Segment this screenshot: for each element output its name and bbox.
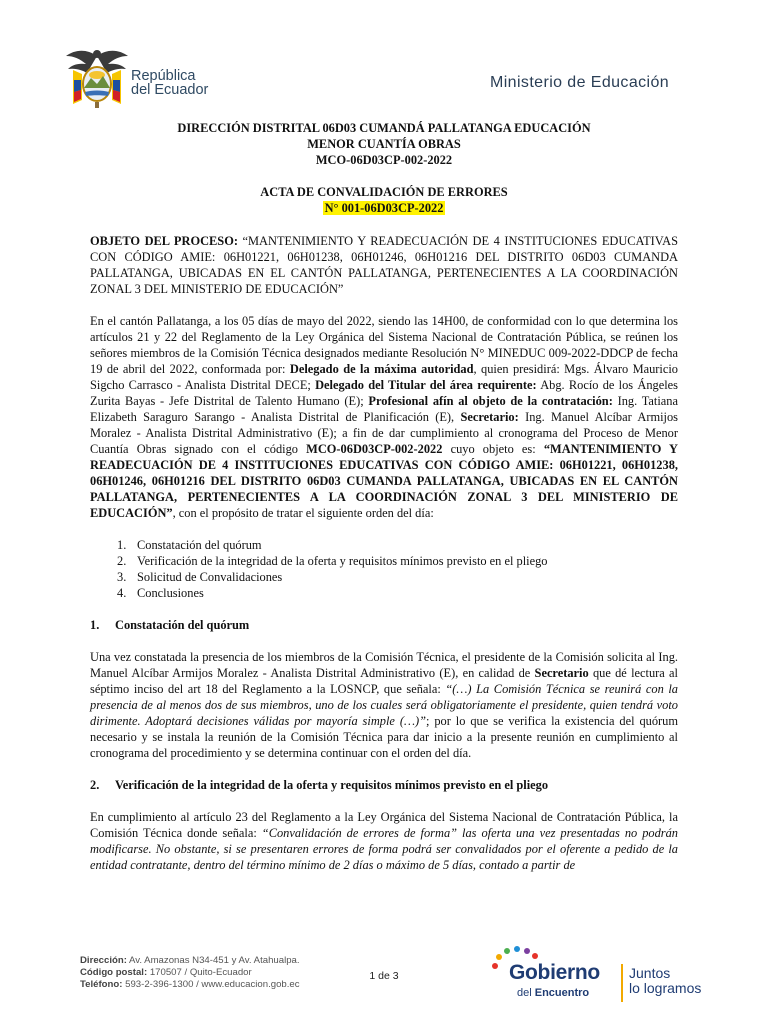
agenda-num: 2. — [117, 554, 127, 568]
gob-slogan-line2: lo logramos — [629, 980, 702, 996]
objeto-label: OBJETO DEL PROCESO: — [90, 234, 238, 248]
gob-slogan-line1: Juntos — [629, 965, 671, 981]
gob-separator — [621, 964, 623, 1002]
footer-dir-value: Av. Amazonas N34-451 y Av. Atahualpa. — [126, 955, 300, 966]
intro-text-2: , quien presidirá: Mgs. Álvaro Mauricio Sigcho Carrasco - Analista Distrital DECE; — [90, 362, 678, 392]
acta-number: N° 001-06D03CP-2022 — [324, 201, 444, 215]
title-line1: DIRECCIÓN DISTRITAL 06D03 CUMANDÁ PALLATANGA EDUCACIÓN — [177, 121, 591, 135]
objeto-text: “MANTENIMIENTO Y READECUACIÓN DE 4 INSTITUCIONES EDUCATIVAS CON CÓDIGO AMIE: 06H01221, 06H01238, 06H01246, 06H01216 DEL DISTRITO 06D03 CUMANDA PALLATANGA, UBICADAS EN EL CANTÓN PALLATANGA, PERTENECIENTES A LA COORDINACIÓN ZONAL 3 DEL MINISTERIO DE EDUCACIÓN” — [90, 234, 678, 296]
republica-line1: República — [131, 68, 196, 84]
agenda-num: 3. — [117, 570, 127, 584]
agenda-num: 1. — [117, 538, 127, 552]
ministry-name: Ministerio de Educación — [490, 74, 670, 91]
footer-dir-label: Dirección: — [80, 955, 127, 966]
section1-text-3: ; por lo que se verifica la existencia del quórum necesario y se instala la reunión de la Comisión Técnica para dar inicio a la presente reunión en cumplimiento al cronograma del procedimiento y se determina continuar con el orden del día. — [90, 714, 678, 760]
republica-text — [131, 69, 208, 97]
list-item — [117, 553, 678, 569]
footer-codigo-postal — [80, 967, 300, 979]
section2-text-1: En cumplimiento al artículo 23 del Reglamento a la Ley Orgánica del Sistema Nacional de Contratación Pública, la Comisión Técnica donde señala: — [90, 810, 678, 840]
section1-text-1: Una vez constatada la presencia de los miembros de la Comisión Técnica, el presidente de la Comisión solicita al Ing. Manuel Alcíbar Armijos Moralez - Analista Distrital Administrativo (E), en calidad de — [90, 650, 678, 680]
gob-slogan — [629, 966, 701, 996]
section1-paragraph — [90, 649, 678, 761]
gob-encuentro-text: Encuentro — [534, 987, 590, 999]
footer-cp-value: 170507 / Quito-Ecuador — [147, 967, 252, 978]
agenda-text: Constatación del quórum — [137, 538, 262, 552]
republica-line2: del Ecuador — [131, 82, 209, 98]
section1-text-2: que dé lectura al séptimo inciso del art 18 del Reglamento a la LOSNCP, que señala: — [90, 666, 678, 696]
intro-paragraph — [90, 313, 678, 521]
footer-address — [80, 955, 300, 991]
footer-tel-value: 593-2-396-1300 / www.educacion.gob.ec — [122, 979, 300, 990]
gob-sub-text — [517, 987, 589, 999]
section2-paragraph — [90, 809, 678, 873]
intro-text-6: cuyo objeto es: — [442, 442, 544, 456]
intro-bold-3: Profesional afín al objeto de la contratación: — [368, 394, 613, 408]
section1-num: 1. — [90, 618, 100, 632]
intro-text-7: , con el propósito de tratar el siguiente orden del día: — [172, 506, 434, 520]
intro-text-3: Abg. Rocío de los Ángeles Zurita Bayas - Jefe Distrital de Talento Humano (E); — [90, 378, 678, 408]
agenda-list — [90, 537, 678, 601]
section1-heading — [90, 617, 678, 633]
list-item — [117, 569, 678, 585]
gob-main-text: Gobierno — [509, 961, 600, 984]
acta-title: ACTA DE CONVALIDACIÓN DE ERRORES — [260, 185, 508, 199]
footer-cp-label: Código postal: — [80, 967, 148, 978]
section1-title: Constatación del quórum — [115, 618, 250, 632]
agenda-text: Conclusiones — [137, 586, 204, 600]
intro-bold-1: Delegado de la máxima autoridad — [289, 362, 474, 376]
footer-direccion — [80, 955, 300, 967]
title-line3: MCO-06D03CP-002-2022 — [315, 153, 453, 167]
section2-num: 2. — [90, 778, 100, 792]
section2-title: Verificación de la integridad de la oferta y requisitos mínimos previsto en el pliego — [115, 778, 549, 792]
title-line2: MENOR CUANTÍA OBRAS — [307, 137, 461, 151]
document-titles — [90, 120, 678, 216]
section1-quote: “(…) La Comisión Técnica se reunirá con la presencia de al menos dos de sus miembros, uno de los cuales será obligatoriamente el presidente, quien tendrá voto dirimente. Adoptará decisiones válidas por mayoría simple (…)” — [90, 682, 678, 728]
section2-heading — [90, 777, 678, 793]
objeto-paragraph — [90, 233, 678, 297]
agenda-text: Verificación de la integridad de la oferta y requisitos mínimos previsto en el pliego — [137, 554, 548, 568]
intro-bold-6: “MANTENIMIENTO Y READECUACIÓN DE 4 INSTITUCIONES EDUCATIVAS CON CÓDIGO AMIE: 06H01221, 06H01238, 06H01246, 06H01216 DEL DISTRITO 06D03 CUMANDA PALLATANGA, UBICADAS EN EL CANTÓN PALLATANGA, PERTENECIENTES A LA COORDINACIÓN ZONAL 3 DEL MINISTERIO DE EDUCACIÓN” — [90, 442, 678, 520]
section2-quote: “Convalidación de errores de forma” las oferta una vez presentadas no podrán modificarse. No obstante, si se presentaren errores de forma podrá ser convalidados por el oferente a pedido de la entidad contratante, dentro del término mínimo de 2 días o máximo de 5 días, contado a partir de — [90, 826, 678, 872]
list-item — [117, 585, 678, 601]
intro-text-4: Ing. Tatiana Elizabeth Saraguro Sarango - Analista Distrital de Planificación (E), — [90, 394, 679, 424]
intro-bold-4: Secretario: — [460, 410, 519, 424]
intro-text-1: En el cantón Pallatanga, a los 05 días de mayo del 2022, siendo las 14H00, de conformidad con lo que determina los artículos 21 y 22 del Reglamento de la Ley Orgánica del Sistema Nacional de Contratación Pública, se reúnen los señores miembros de la Comisión Técnica designados mediante Resolución N° MINEDUC 009-2022-DDCP de fecha 19 de abril del 2022, conformada por: — [90, 314, 678, 376]
footer-telefono — [80, 979, 300, 991]
intro-text-5: Ing. Manuel Alcíbar Armijos Moralez - Analista Distrital Administrativo (E); a fin de dar cumplimiento al cronograma del Proceso de Menor Cuantía Obras signado con el código — [90, 410, 678, 456]
agenda-num: 4. — [117, 586, 127, 600]
agenda-text: Solicitud de Convalidaciones — [137, 570, 283, 584]
ecuador-coat-of-arms-icon — [64, 44, 130, 110]
list-item — [117, 537, 678, 553]
page-header — [0, 0, 768, 120]
section1-bold-1: Secretario — [534, 666, 589, 680]
document-body — [90, 233, 678, 889]
gob-del-text: del — [517, 987, 535, 999]
footer-tel-label: Teléfono: — [80, 979, 123, 990]
intro-bold-5: MCO-06D03CP-002-2022 — [306, 442, 443, 456]
page-number: 1 de 3 — [369, 970, 399, 982]
intro-bold-2: Delegado del Titular del área requirente: — [315, 378, 537, 392]
